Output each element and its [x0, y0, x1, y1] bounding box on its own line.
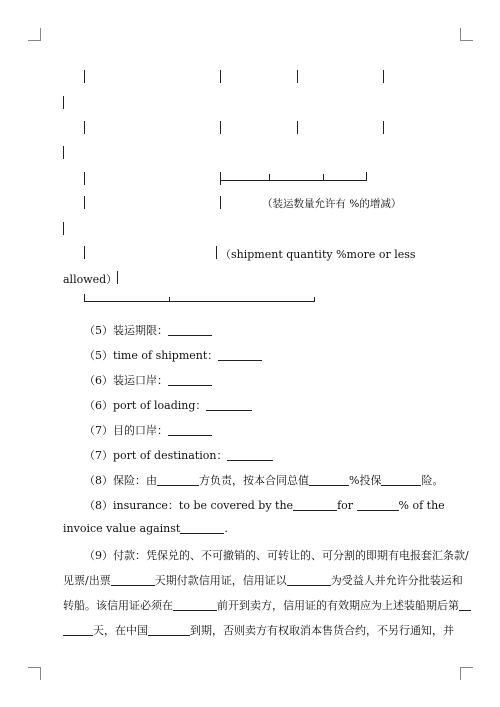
table-border [117, 271, 118, 284]
table-border [216, 246, 217, 259]
blank-field[interactable] [381, 474, 421, 486]
clause-payment-line2: 见票/出票 天期付款信用证，信用证以 为受益人并允许分批装运和 [63, 574, 463, 587]
table-border [220, 70, 221, 83]
bracket-tick [269, 174, 270, 180]
clause-insurance-en-2: invoice value against . [63, 522, 228, 535]
blank-field[interactable] [157, 474, 199, 486]
table-border [297, 121, 298, 134]
quantity-tolerance-note-cn: （装运数量允许有 %的增减） [262, 198, 402, 210]
blank-field[interactable] [63, 624, 93, 636]
table-border [383, 121, 384, 134]
clause-payment-line4: 天，在中国 到期，否则卖方有权取消本售货合约，不另行通知，并 [63, 622, 454, 638]
blank-field[interactable] [180, 522, 224, 534]
table-border [220, 172, 221, 185]
clause-payment-line3: 转船。该信用证必须在 前开到卖方，信用证的有效期应为上述装船期后第 [63, 597, 471, 613]
quantity-tolerance-note-en-2: allowed） [63, 273, 118, 286]
crop-mark-top-right [460, 28, 473, 41]
blank-field[interactable] [168, 374, 212, 386]
blank-field[interactable] [357, 499, 399, 511]
clause-port-loading-en: （6）port of loading： [84, 397, 252, 413]
crop-mark-bottom-right [460, 667, 473, 680]
bracket-line [220, 180, 366, 181]
table-border [220, 196, 221, 209]
blank-field[interactable] [148, 624, 190, 636]
clause-insurance-cn: （8）保险：由 方负责，按本合同总值 %投保 险。 [84, 474, 444, 487]
clause-shipment-time-cn: （5）装运期限： [84, 322, 212, 338]
clause-insurance-en: （8）insurance：to be covered by the for % of the [84, 499, 445, 512]
clause-port-destination-en: （7）port of destination： [84, 447, 273, 463]
blank-field[interactable] [206, 399, 252, 411]
table-border [63, 146, 64, 159]
bracket-tick [314, 297, 315, 302]
bracket-tick [84, 294, 85, 302]
blank-field[interactable] [173, 599, 217, 611]
table-border [220, 121, 221, 134]
quantity-tolerance-note-en: （shipment quantity %more or less [220, 248, 416, 261]
blank-field[interactable] [218, 349, 262, 361]
table-border [84, 196, 85, 209]
table-border [63, 222, 64, 235]
clause-port-loading-cn: （6）装运口岸： [84, 372, 212, 388]
bracket-line [84, 301, 315, 302]
blank-field[interactable] [309, 474, 349, 486]
bracket-tick [323, 174, 324, 180]
blank-field[interactable] [111, 574, 155, 586]
clause-shipment-time-en: （5）time of shipment： [84, 347, 262, 363]
table-border [383, 70, 384, 83]
table-border [84, 172, 85, 185]
clause-port-destination-cn: （7）目的口岸： [84, 422, 212, 438]
blank-field[interactable] [227, 449, 273, 461]
table-border [63, 96, 64, 109]
bracket-tick [169, 297, 170, 302]
table-border [297, 70, 298, 83]
blank-field[interactable] [168, 324, 212, 336]
table-border [84, 121, 85, 134]
clause-payment-line1: （9）付款：凭保兑的、不可撤销的、可转让的、可分割的即期有电报套汇条款/ [84, 549, 469, 562]
blank-field[interactable] [168, 424, 212, 436]
table-border [84, 70, 85, 83]
crop-mark-top-left [28, 28, 41, 41]
table-border [84, 246, 85, 259]
blank-field[interactable] [293, 499, 337, 511]
blank-field[interactable] [287, 574, 331, 586]
bracket-tick [366, 172, 367, 181]
blank-field[interactable] [459, 599, 471, 611]
crop-mark-bottom-left [28, 667, 41, 680]
